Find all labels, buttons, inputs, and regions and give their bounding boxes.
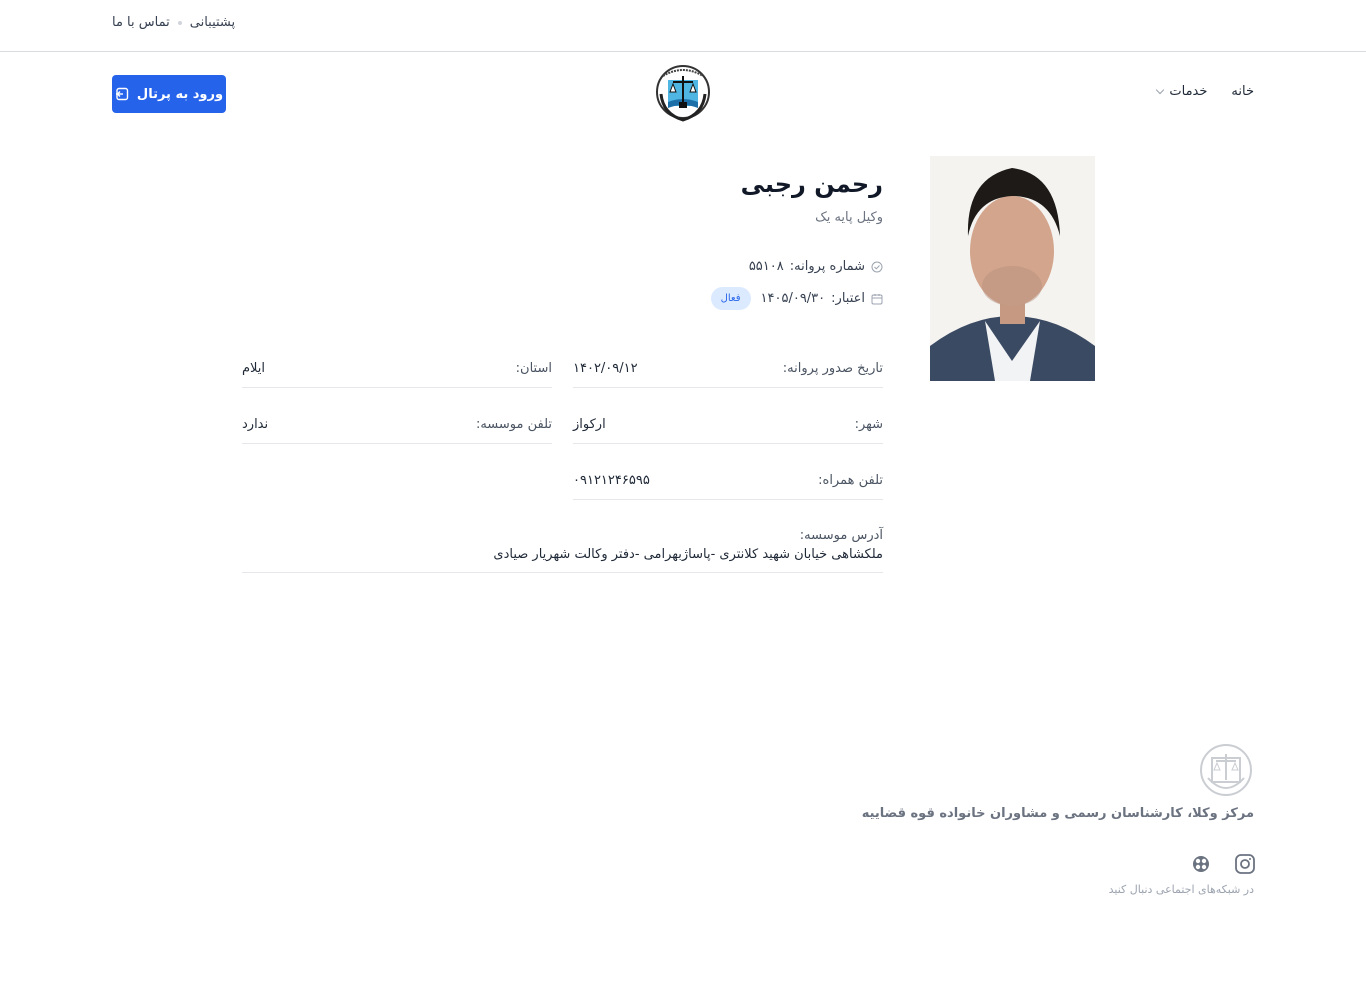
follow-us-text: در شبکه‌های اجتماعی دنبال کنید: [1108, 883, 1254, 896]
validity-label: اعتبار:: [831, 291, 865, 306]
top-bar: [0, 0, 1366, 52]
check-circle-icon: [871, 261, 883, 273]
site-logo[interactable]: [653, 62, 713, 124]
footer-title: مرکز وکلا، کارشناسان رسمی و مشاوران خانواده قوه قضاییه: [861, 806, 1254, 821]
calendar-icon: [871, 293, 883, 305]
main-header: [0, 52, 1366, 142]
portal-login-label: ورود به پرتال: [136, 86, 224, 102]
field-value: ندارد: [242, 417, 269, 432]
province-field: [242, 354, 552, 388]
scales-of-justice-logo-icon: [1198, 742, 1254, 798]
separator-dot: [178, 21, 182, 25]
field-label: آدرس موسسه:: [799, 528, 883, 543]
aparat-icon[interactable]: [1190, 853, 1212, 875]
issue-date-field: [573, 354, 883, 388]
footer-logo: [1198, 742, 1254, 798]
nav-item-label: خانه: [1231, 84, 1254, 99]
field-value: ۱۴۰۲/۰۹/۱۲: [573, 361, 638, 376]
instagram-icon[interactable]: [1234, 853, 1256, 875]
address-field: [242, 528, 883, 573]
license-number-value: ۵۵۱۰۸: [748, 259, 784, 274]
validity-row: [711, 287, 883, 310]
lawyer-rank: وکیل پایه یک: [815, 210, 883, 225]
portrait-image: [930, 156, 1095, 381]
field-value: ارکواز: [573, 417, 606, 432]
office-phone-field: [242, 410, 552, 444]
top-links: [112, 15, 235, 30]
nav-item-label: خدمات: [1169, 84, 1208, 99]
field-label: تلفن همراه:: [818, 473, 883, 488]
main-nav: [1157, 84, 1254, 99]
chevron-down-icon: [1156, 86, 1164, 94]
validity-value: ۱۴۰۵/۰۹/۳۰: [760, 291, 826, 306]
portal-login-button[interactable]: [112, 75, 226, 113]
license-number-row: [749, 259, 883, 274]
field-value: ملکشاهی خیابان شهید کلانتری -پاساژبهرامی -دفتر وکالت شهریار صیادی: [493, 547, 883, 562]
field-label: تلفن موسسه:: [475, 417, 552, 432]
field-label: شهر:: [854, 417, 883, 432]
status-badge: فعال: [711, 287, 751, 310]
field-label: استان:: [515, 361, 552, 376]
mobile-field: [573, 466, 883, 500]
login-icon: [115, 87, 129, 101]
support-link[interactable]: پشتیبانی: [189, 15, 236, 30]
license-number-label: شماره پروانه:: [789, 259, 865, 274]
field-value: ۰۹۱۲۱۲۴۶۵۹۵: [573, 473, 650, 488]
contact-us-link[interactable]: تماس با ما: [112, 15, 170, 30]
field-label: تاریخ صدور پروانه:: [782, 361, 883, 376]
lawyer-name: رحمن رجبی: [740, 170, 883, 198]
field-value: ایلام: [242, 361, 266, 376]
city-field: [573, 410, 883, 444]
lawyer-photo: [930, 156, 1095, 381]
nav-item-home[interactable]: [1231, 84, 1254, 99]
social-links: [1190, 853, 1256, 875]
scales-of-justice-logo-icon: [653, 62, 713, 124]
nav-item-services[interactable]: [1157, 84, 1207, 99]
